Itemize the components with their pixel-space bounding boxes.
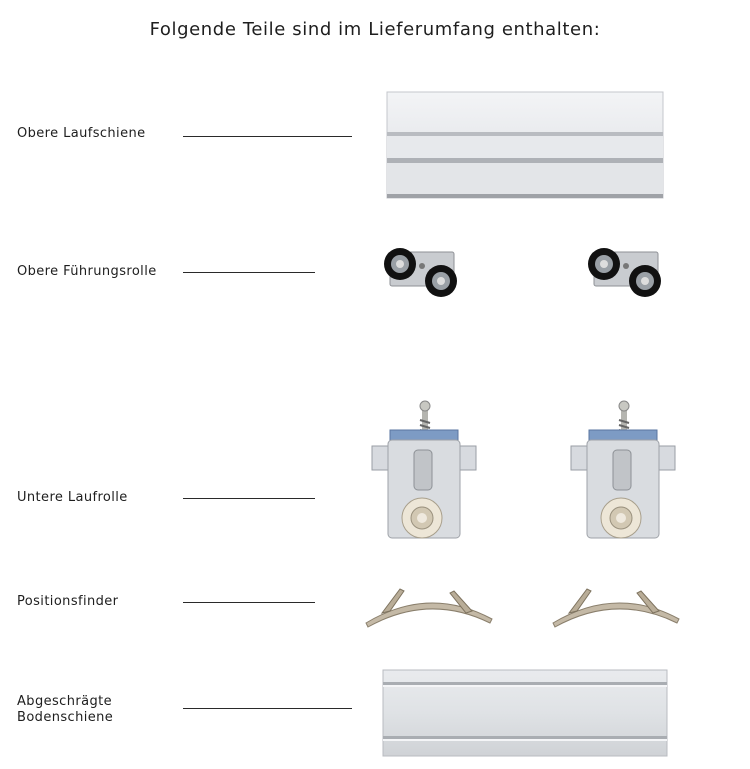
leader-line <box>183 272 315 273</box>
upper-track-rail-image <box>385 90 665 200</box>
leader-line <box>183 136 352 137</box>
part-label-upper-track-rail: Obere Laufschiene <box>17 126 146 141</box>
leader-line <box>183 498 315 499</box>
lower-roller-image-right <box>569 400 679 545</box>
position-finder-image-left <box>362 585 496 630</box>
page-title: Folgende Teile sind im Lieferumfang enthalten: <box>149 19 601 40</box>
leader-line <box>183 708 352 709</box>
part-label-upper-guide-roller: Obere Führungsrolle <box>17 264 157 279</box>
lower-roller-image-left <box>370 400 480 545</box>
part-label-floor-rail: Abgeschrägte Bodenschiene <box>17 694 114 725</box>
guide-roller-image-right <box>586 244 666 300</box>
floor-rail-image <box>381 668 669 758</box>
position-finder-image-right <box>549 585 683 630</box>
part-label-position-finder: Positionsfinder <box>17 594 119 609</box>
part-label-lower-roller: Untere Laufrolle <box>17 490 128 505</box>
leader-line <box>183 602 315 603</box>
guide-roller-image-left <box>382 244 462 300</box>
